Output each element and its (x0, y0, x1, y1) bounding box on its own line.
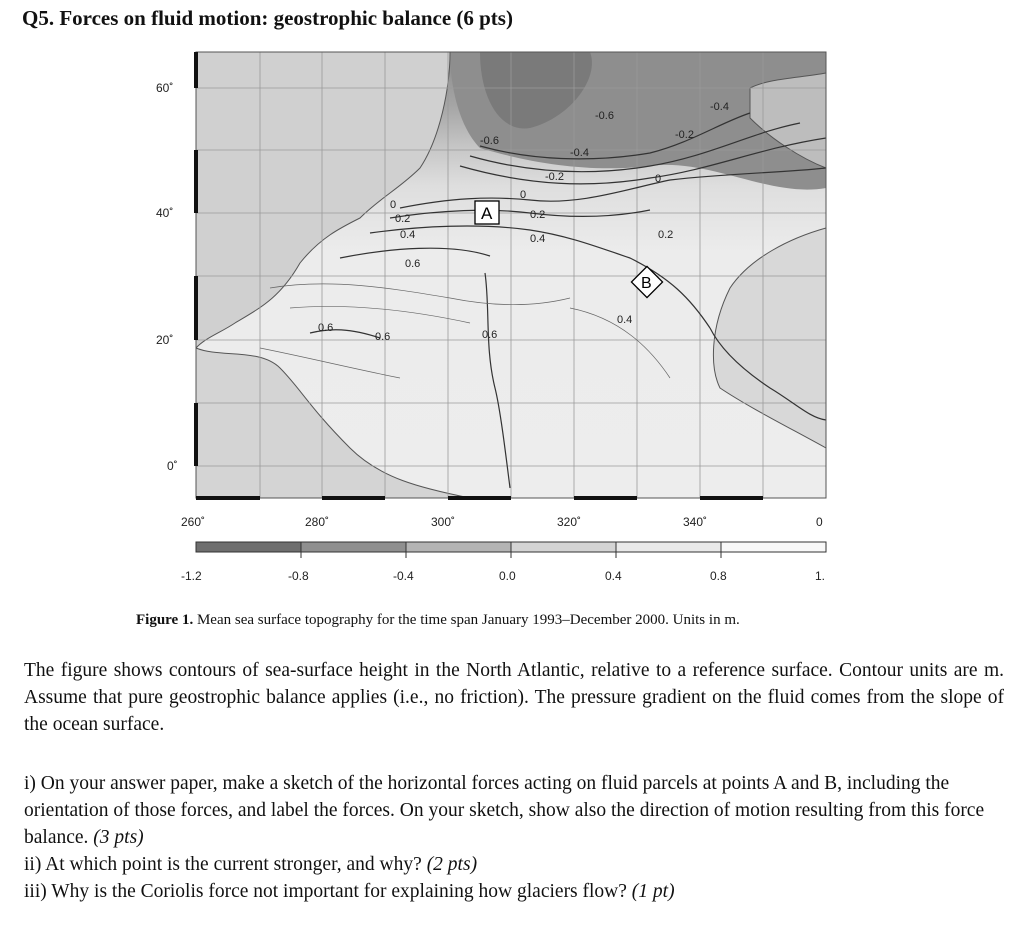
part-iii-points: (1 pt) (631, 881, 675, 902)
colorbar-label: 0.4 (605, 569, 622, 583)
lon-label: 280˚ (305, 515, 330, 529)
lon-label: 300˚ (431, 515, 456, 529)
lon-label: 320˚ (557, 515, 582, 529)
contour-label: 0.6 (482, 329, 498, 341)
contour-label: -0.4 (570, 147, 589, 159)
lat-label: 20˚ (156, 333, 174, 347)
part-iii (24, 878, 1004, 905)
contour-label: -0.4 (710, 101, 729, 113)
lon-label: 260˚ (181, 515, 206, 529)
lon-label: 0 (816, 515, 823, 529)
part-i (24, 770, 1004, 851)
part-i-points: (3 pts) (93, 827, 144, 848)
intro-paragraph: The figure shows contours of sea-surface height in the North Atlantic, relative to a reference surface. Contour units are m. Assume that pure geostrophic balance applies (i.e., no friction). The pressure gradient on the fluid comes from the slope of the ocean surface. (24, 660, 1004, 735)
part-iii-text: iii) Why is the Coriolis force not important for explaining how glaciers flow? (24, 881, 627, 902)
colorbar-label: 0.8 (710, 569, 727, 583)
contour-label: 0.2 (530, 209, 546, 221)
part-ii-text: ii) At which point is the current stronger, and why? (24, 854, 422, 875)
point-b-label: B (641, 275, 652, 292)
colorbar (196, 542, 826, 558)
contour-label: 0.6 (318, 322, 334, 334)
lat-label: 60˚ (156, 81, 174, 95)
contour-label: 0.4 (530, 233, 546, 245)
colorbar-label: -0.8 (288, 569, 309, 583)
contour-label: 0 (390, 199, 397, 211)
contour-label: 0.4 (400, 229, 416, 241)
colorbar-label: -1.2 (181, 569, 202, 583)
part-ii-points: (2 pts) (426, 854, 478, 875)
question-parts (24, 770, 1004, 905)
latitude-labels (156, 81, 178, 473)
contour-label: 0.2 (658, 229, 674, 241)
part-i-text: i) On your answer paper, make a sketch of the horizontal forces acting on fluid parcels at points A and B, including the orientation of those forces, and label the forces. On your sketch, show also the direction of motion resulting from this force balance. (24, 773, 985, 848)
contour-label: 0 (655, 173, 662, 185)
lat-label: 0˚ (167, 459, 178, 473)
figure-caption-text: Mean sea surface topography for the time span January 1993–December 2000. Units in m. (196, 612, 740, 628)
part-ii (24, 851, 1004, 878)
colorbar-labels (181, 569, 825, 583)
contour-label: 0.4 (617, 314, 633, 326)
contour-label: 0.6 (405, 258, 421, 270)
figure-caption-label: Figure 1. (136, 612, 194, 628)
point-a-label: A (481, 204, 493, 223)
colorbar-label: 0.0 (499, 569, 516, 583)
lat-label: 40˚ (156, 206, 174, 220)
colorbar-label: 1. (815, 569, 826, 583)
figure-caption (136, 612, 740, 629)
lon-label: 340˚ (683, 515, 708, 529)
longitude-labels (181, 515, 823, 529)
contour-label: -0.6 (595, 110, 614, 122)
contour-label: 0.2 (395, 213, 411, 225)
colorbar-label: -0.4 (393, 569, 414, 583)
contour-label: -0.2 (545, 171, 564, 183)
sea-surface-topography-figure (150, 48, 840, 648)
contour-label: 0 (520, 189, 527, 201)
contour-label: -0.6 (480, 135, 499, 147)
contour-label: 0.6 (375, 331, 391, 343)
question-heading: Q5. Forces on fluid motion: geostrophic balance (6 pts) (22, 6, 513, 30)
contour-label: -0.2 (675, 129, 694, 141)
